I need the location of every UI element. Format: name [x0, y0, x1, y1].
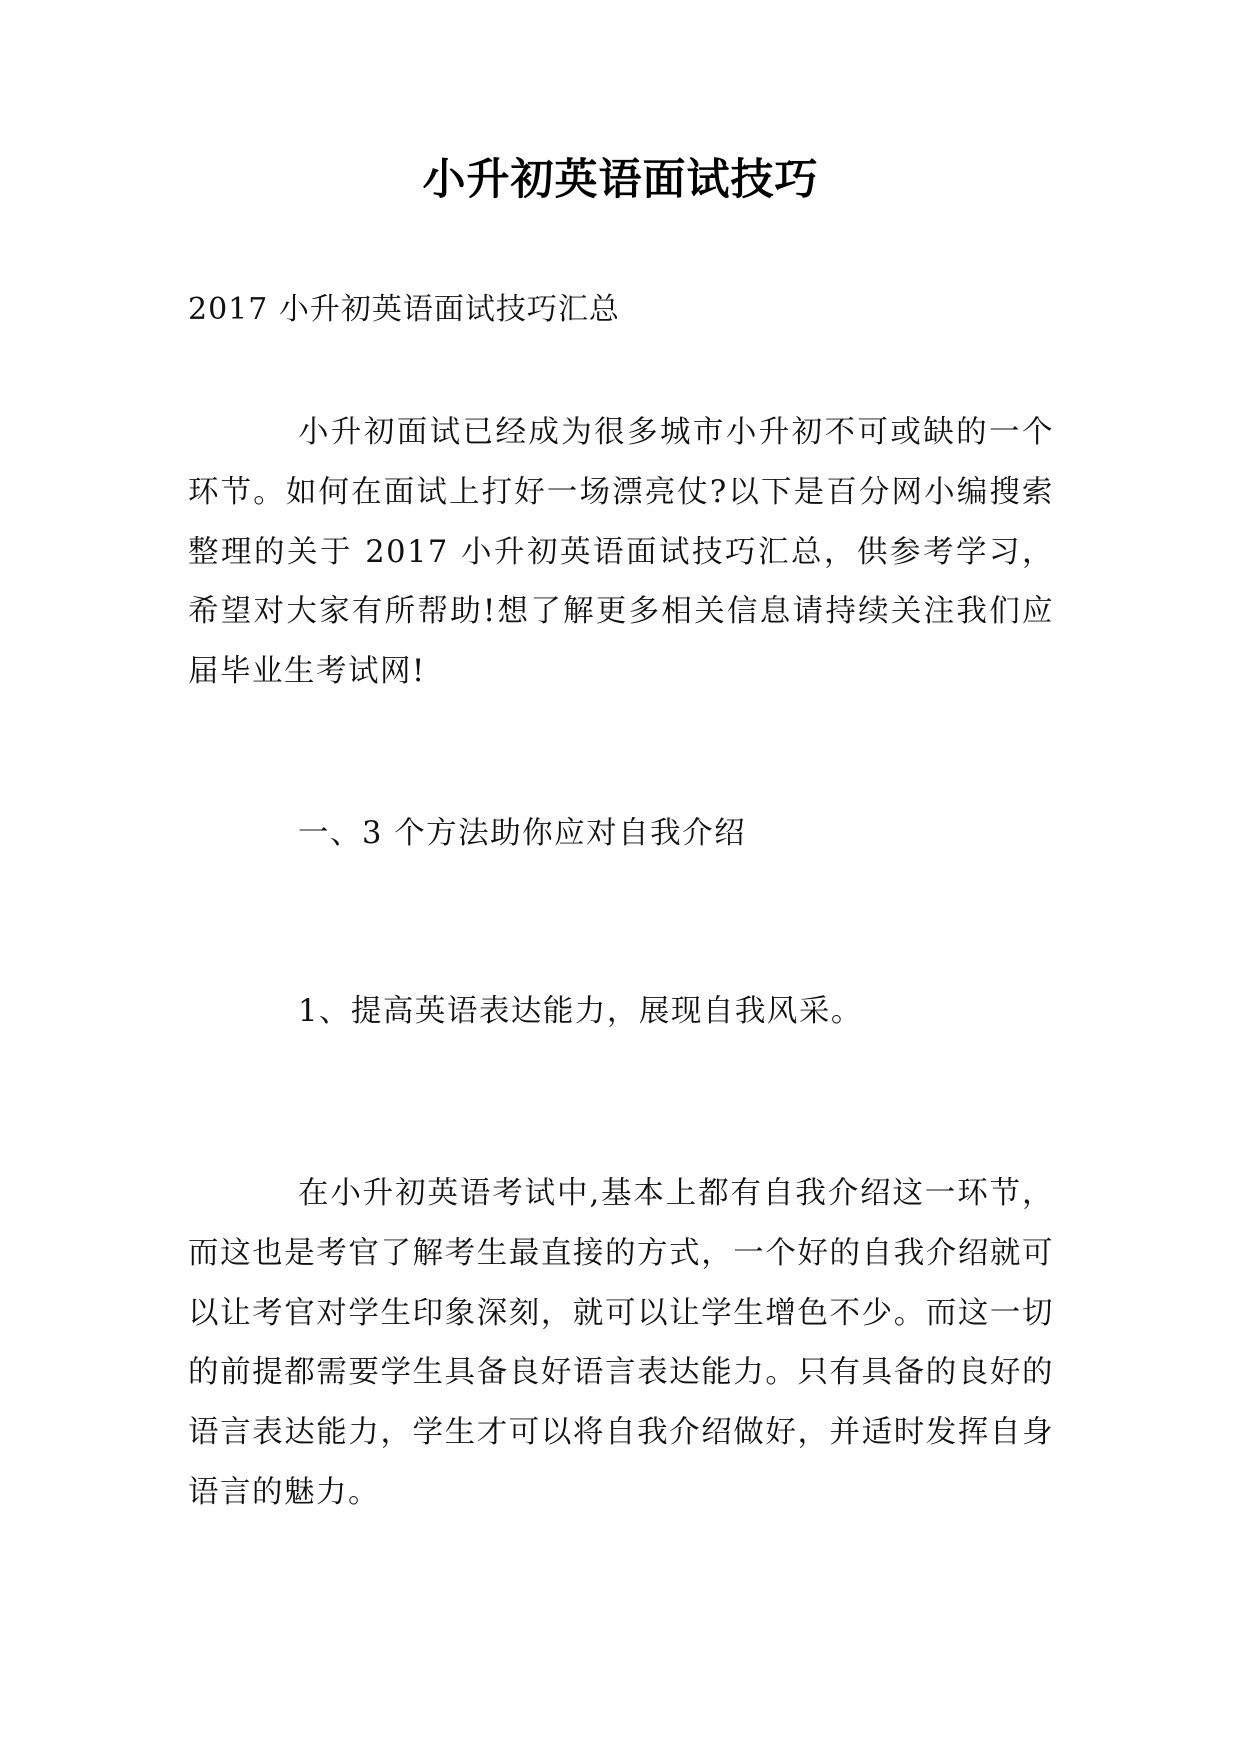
intro-paragraph: 小升初面试已经成为很多城市小升初不可或缺的一个环节。如何在面试上打好一场漂亮仗?以下是百分网小编搜索整理的关于 2017 小升初英语面试技巧汇总，供参考学习，希望对大家有所帮助!想了解更多相关信息请持续关注我们应届毕业生考试网!: [188, 415, 1054, 690]
section-heading: 一、3 个方法助你应对自我介绍: [298, 816, 747, 851]
document-subtitle: 2017 小升初英语面试技巧汇总: [188, 292, 620, 327]
body-paragraph: 在小升初英语考试中,基本上都有自我介绍这一环节，而这也是考官了解考生最直接的方式，一个好的自我介绍就可以让考官对学生印象深刻，就可以让学生增色不少。而这一切的前提都需要学生具备良好语言表达能力。只有具备的良好的语言表达能力，学生才可以将自我介绍做好，并适时发挥自身语言的魅力。: [188, 1176, 1054, 1510]
subsection-heading: 1、提高英语表达能力，展现自我风采。: [298, 994, 863, 1029]
page-title: 小升初英语面试技巧: [422, 155, 819, 205]
